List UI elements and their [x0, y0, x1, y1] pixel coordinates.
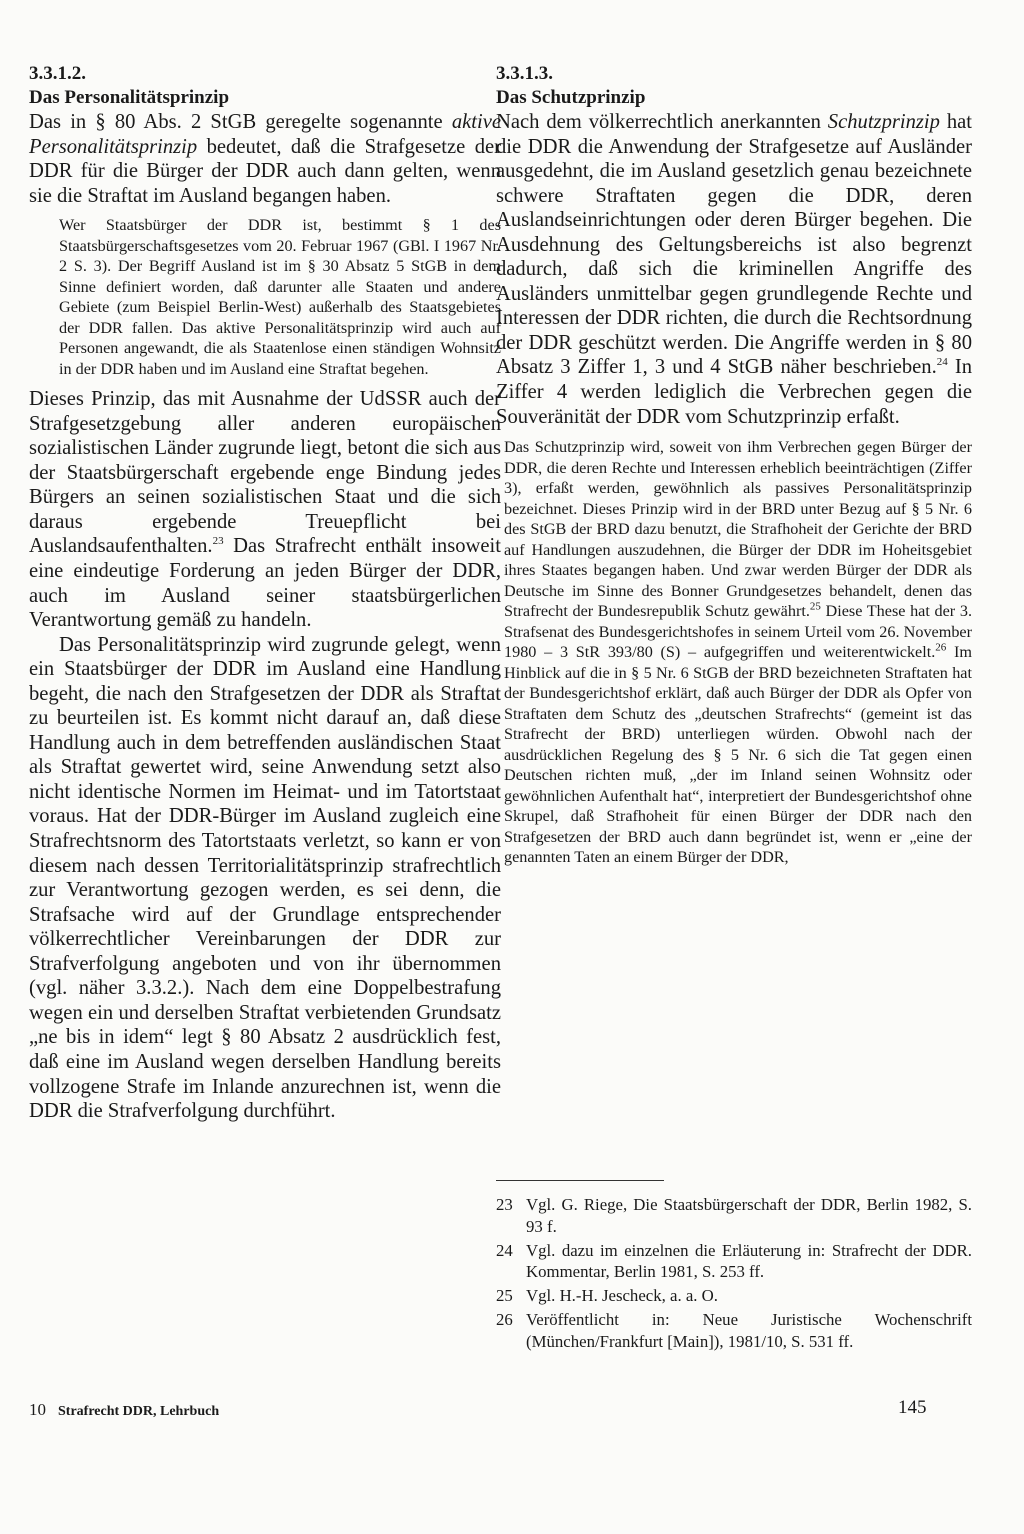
intro-paragraph: Das in § 80 Abs. 2 StGB geregelte sogenannte aktive Personalitätsprinzip bedeutet, daß die Strafgesetze der DDR für die Bürger der DDR auch dann gelten, wenn sie die Straftat im Ausland begangen haben. — [29, 111, 501, 207]
footnote-divider — [496, 1180, 664, 1181]
footnote — [496, 1240, 972, 1284]
body-paragraph: Dieses Prinzip, das mit Ausnahme der UdSSR auch der Strafgesetzgebung aller anderen europäischen sozialistischen Länder zugrunde liegt, betont die sich aus der Staatsbürgerschaft ergebende enge Bindung jedes Bürgers an seinen sozialistischen Staat und die sich daraus ergebende Treuepflicht bei Auslandsaufenthalten.$^{23}$ Das Strafrecht enthält insoweit eine eindeutige Forderung an jeden Bürger der DDR, auch im Ausland seiner staatsbürgerlichen Verantwortung gemäß zu handeln. — [29, 388, 501, 632]
footnote-number: 24 — [496, 1240, 513, 1260]
footnotes — [496, 1194, 972, 1355]
footnote-ref[interactable]: 26 — [935, 641, 947, 654]
footnote-text: Veröffentlicht in: Neue Juristische Wochenschrift (München/Frankfurt [Main]), 1981/10, S. 531 ff. — [526, 1309, 972, 1351]
page-footer — [29, 1400, 219, 1420]
sheet-signature: 10 — [29, 1400, 46, 1419]
body-paragraph: Das Personalitätsprinzip wird zugrunde gelegt, wenn ein Staatsbürger der DDR im Ausland eine Handlung begeht, die nach den Strafgesetzen der DDR als Straftat zu beurteilen ist. Es kommt nicht darauf an, daß diese Handlung auch in dem betreffenden ausländischen Staat als Straftat gewertet wird, seine Anwendung setzt also nicht identische Normen im Heimat- und im Tatortstaat voraus. Hat der DDR-Bürger im Ausland zugleich eine Strafrechtsnorm des Tatortstaats verletzt, so kann er von diesem nach dessen Territorialitätsprinzip strafrechtlich zur Verantwortung gezogen werden, es sei denn, die Strafsache wird auf der Grundlage entsprechender völkerrechtlicher Vereinbarungen der DDR zur Strafverfolgung angeboten und von ihr übernommen (vgl. näher 3.3.2.). Nach dem eine Doppelbestrafung wegen ein und derselben Straftat verbietenden Grundsatz „ne bis in idem“ legt § 80 Absatz 2 ausdrücklich fest, daß eine im Ausland wegen derselben Handlung bereits vollzogene Strafe im Inlande anzurechnen ist, wenn die DDR die Strafverfolgung durchführt. — [29, 633, 501, 1123]
section-number: 3.3.1.3. — [496, 63, 553, 84]
page-number: 145 — [898, 1397, 927, 1418]
footnote-text: Vgl. dazu im einzelnen die Erläuterung in: Strafrecht der DDR. Kommentar, Berlin 1981, S. 253 ff. — [526, 1240, 972, 1282]
section-heading: Das Schutzprinzip — [496, 87, 646, 108]
right-column — [496, 62, 972, 876]
body-paragraph: Nach dem völkerrechtlich anerkannten Schutzprinzip hat die DDR die Anwendung der Strafgesetze auf Ausländer ausgedehnt, die im Ausland gesetzlich genau bezeichnete schwere Straftaten gegen die DDR, deren Auslandseinrichtungen oder deren Bürger begehen. Die Ausdehnung des Geltungsbereichs ist also begrenzt dadurch, daß sich die kriminellen Angriffe des Ausländers unmittelbar gegen grundlegende Rechte und Interessen der DDR richten, die durch die Rechtsordnung der DDR geschützt werden. Die Angriffe werden in § 80 Absatz 3 Ziffer 1, 3 und 4 StGB näher beschrieben.$^{24}$ In Ziffer 4 werden lediglich die Verbrechen gegen die Souveränität der DDR vom Schutzprinzip erfaßt. — [496, 111, 972, 428]
left-column — [29, 62, 501, 1124]
footnote — [496, 1285, 972, 1307]
footnote-ref[interactable]: 25 — [809, 600, 821, 613]
small-print-note: Wer Staatsbürger der DDR ist, bestimmt § 1 des Staatsbürgerschaftsgesetzes vom 20. Februar 1967 (GBl. I 1967 Nr. 2 S. 3). Der Begriff Ausland ist im § 30 Absatz 5 StGB in dem Sinne definiert worden, daß darunter alle Staaten und andere Gebiete (zum Beispiel Berlin-West) außerhalb des Staatsgebietes der DDR fallen. Das aktive Personalitätsprinzip wird auch auf Personen angewandt, die als Staatenlose einen ständigen Wohnsitz in der DDR haben und im Ausland eine Straftat begehen. — [59, 216, 501, 378]
footnote-text: Vgl. H.-H. Jescheck, a. a. O. — [526, 1286, 718, 1306]
footnote-number: 25 — [496, 1286, 513, 1306]
section-heading: Das Personalitätsprinzip — [29, 87, 230, 108]
book-title: Strafrecht DDR, Lehrbuch — [58, 1404, 220, 1419]
footnote-number: 26 — [496, 1309, 513, 1329]
emphasis-term: Schutzprinzip — [827, 111, 940, 133]
small-print-note: Das Schutzprinzip wird, soweit von ihm Verbrechen gegen Bürger der DDR, die deren Rechte und Interessen erheblich beeinträchtigen (Ziffer 3), erfaßt werden, gewöhnlich als passives Personalitätsprinzip bezeichnet. Dieses Prinzip wird in der BRD unter Bezug auf § 5 Nr. 6 des StGB der BRD dazu benutzt, die Strafhoheit der Gerichte der BRD auf Handlungen auszudehnen, die Bürger der DDR im Hoheitsgebiet ihres Staates begangen haben. Und zwar werden Bürger der DDR als Deutsche im Sinne des Bonner Grundgesetzes behandelt, denen das Strafrecht der Bundesrepublik Schutz gewährt.$^{25}$ Diese These hat der 3. Strafsenat des Bundesgerichtshofes in seinem Urteil vom 26. November 1980 – 3 StR 393/80 (S) – aufgegriffen und weiterentwickelt.$^{26}$ Im Hinblick auf die in § 5 Nr. 6 StGB der BRD bezeichneten Straftaten hat der Bundesgerichtshof erklärt, daß auch Bürger der DDR als Opfer von Straftaten dem Schutz des „deutschen Strafrechts“ (gemeint ist das Strafrecht der BRD) unterliegen würden. Obwohl nach der ausdrücklichen Regelung des § 5 Nr. 6 sich die Tat gegen einen Deutschen richten muß, „der im Inland seinen Wohnsitz oder gewöhnlichen Aufenthalt hat“, interpretiert der Bundesgerichtshof ohne Skrupel, daß Strafhoheit für einen Bürger der DDR nach den Strafgesetzen der BRD auch dann begründet ist, wenn er „eine der genannten Taten an einem Bürger der DDR, — [504, 438, 972, 867]
footnote-ref[interactable]: 24 — [936, 356, 948, 369]
emphasis-term: aktive Personalitätsprinzip — [29, 111, 501, 158]
footnote-number: 23 — [496, 1195, 513, 1214]
footnote — [496, 1194, 972, 1238]
section-number: 3.3.1.2. — [29, 63, 86, 84]
footnote — [496, 1309, 972, 1353]
footnote-text: Vgl. G. Riege, Die Staatsbürgerschaft der DDR, Berlin 1982, S. 93 f. — [526, 1195, 972, 1236]
footnote-ref[interactable]: 23 — [212, 535, 224, 548]
